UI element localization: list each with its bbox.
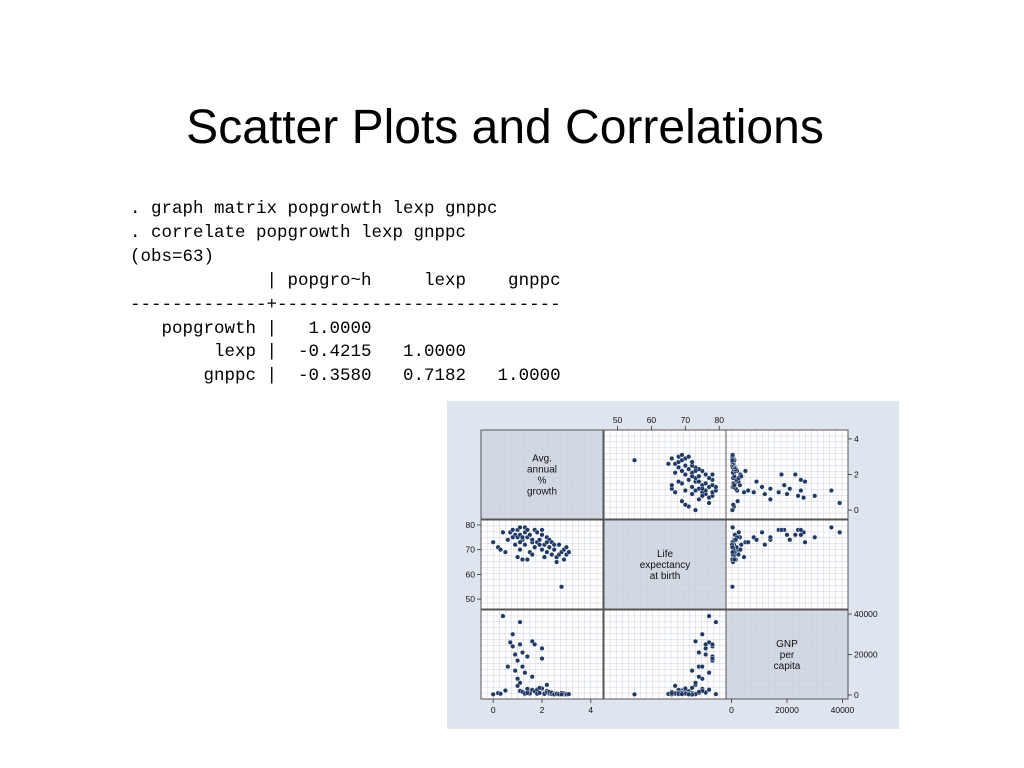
axis-tick-label: 0 [490, 705, 496, 715]
data-point [523, 670, 528, 675]
scatter-matrix-chart [447, 401, 899, 729]
data-point [768, 497, 773, 502]
data-point [525, 528, 530, 533]
data-point [707, 687, 712, 692]
data-point [520, 650, 525, 655]
data-point [680, 499, 685, 504]
data-point [763, 492, 768, 497]
diagonal-label: growth [526, 486, 558, 498]
axis-tick-label: 20000 [854, 649, 878, 660]
data-point [669, 456, 674, 461]
data-point [803, 479, 808, 484]
data-point [510, 632, 515, 637]
stata-line: . correlate popgrowth lexp gnppc [130, 222, 467, 243]
data-point [812, 535, 817, 540]
stata-output [130, 198, 561, 389]
axis-tick-label: 0 [854, 689, 859, 700]
data-point [510, 644, 515, 649]
data-point [680, 453, 685, 458]
data-point [669, 483, 674, 488]
data-point [686, 478, 691, 483]
data-point [697, 479, 702, 484]
data-point [676, 465, 681, 470]
data-point [837, 501, 842, 506]
data-point [515, 658, 520, 663]
scatter-matrix-panel [447, 401, 899, 729]
data-point [703, 652, 708, 657]
axis-tick-label: 50 [612, 415, 623, 425]
data-point [683, 463, 688, 468]
data-point [537, 542, 542, 547]
data-point [530, 674, 535, 679]
data-point [673, 470, 678, 475]
diagonal-label: capita [773, 661, 801, 672]
data-point [785, 533, 790, 538]
data-point [673, 684, 678, 689]
data-point [537, 686, 542, 691]
data-point [714, 692, 719, 697]
data-point [799, 488, 804, 493]
data-point [525, 691, 530, 696]
data-point [742, 555, 747, 560]
diagonal-label: % [537, 475, 547, 487]
stata-line: -------------+--------------------------- [130, 294, 561, 315]
data-point [730, 453, 735, 458]
diagonal-label: Avg. [532, 453, 552, 465]
stata-line: lexp | -0.4215 1.0000 [130, 342, 467, 363]
data-point [676, 479, 681, 484]
data-point [520, 535, 525, 540]
data-point [693, 681, 698, 686]
data-point [710, 656, 715, 661]
data-point [683, 502, 688, 507]
data-point [520, 664, 525, 669]
data-point [787, 486, 792, 491]
diagonal-label: expectancy [639, 560, 691, 571]
data-point [710, 483, 715, 488]
data-point [686, 467, 691, 472]
data-point [506, 537, 511, 542]
stata-line: . graph matrix popgrowth lexp gnppc [130, 199, 498, 219]
data-point [513, 652, 518, 657]
stata-line: (obs=63) [130, 246, 215, 267]
data-point [690, 485, 695, 490]
data-point [693, 508, 698, 513]
data-point [498, 547, 503, 552]
data-point [515, 676, 520, 681]
data-point [693, 639, 698, 644]
axis-tick-label: 60 [465, 569, 475, 580]
data-point [730, 525, 735, 530]
data-point [760, 485, 765, 490]
data-point [803, 540, 808, 545]
data-point [785, 492, 790, 497]
data-point [735, 499, 740, 504]
data-point [632, 692, 637, 697]
data-point [703, 472, 708, 477]
data-point [510, 535, 515, 540]
data-point [746, 488, 751, 493]
data-point [515, 555, 520, 560]
data-point [690, 668, 695, 673]
slide-title: Scatter Plots and Correlations [186, 101, 824, 154]
data-point [739, 542, 744, 547]
data-point [793, 472, 798, 477]
data-point [498, 691, 503, 696]
data-point [545, 540, 550, 545]
axis-tick-label: 40000 [830, 705, 855, 715]
data-point [693, 488, 698, 493]
data-point [557, 542, 562, 547]
data-point [540, 646, 545, 651]
data-point [540, 528, 545, 533]
diagonal-label: per [779, 650, 795, 661]
data-point [501, 614, 506, 619]
data-point [760, 530, 765, 535]
data-point [673, 490, 678, 495]
data-point [700, 486, 705, 491]
data-point [697, 674, 702, 679]
data-point [710, 472, 715, 477]
data-point [799, 478, 804, 483]
data-point [754, 537, 759, 542]
axis-tick-label: 80 [465, 519, 475, 530]
data-point [520, 557, 525, 562]
data-point [537, 537, 542, 542]
data-point [829, 525, 834, 530]
data-point [518, 681, 523, 686]
data-point [768, 535, 773, 540]
data-point [707, 614, 712, 619]
data-point [787, 537, 792, 542]
data-point [703, 481, 708, 486]
data-point [680, 469, 685, 474]
diagonal-label: GNP [776, 639, 798, 650]
data-point [542, 555, 547, 560]
axis-tick-label: 2 [854, 469, 859, 480]
data-point [503, 550, 508, 555]
data-point [690, 474, 695, 479]
data-point [680, 692, 685, 697]
data-point [518, 642, 523, 647]
data-point [562, 557, 567, 562]
data-point [518, 540, 523, 545]
data-point [506, 664, 511, 669]
data-point [683, 686, 688, 691]
data-point [518, 525, 523, 530]
stata-line: gnppc | -0.3580 0.7182 1.0000 [130, 366, 561, 387]
data-point [549, 552, 554, 557]
data-point [525, 654, 530, 659]
data-point [730, 584, 735, 589]
data-point [491, 692, 496, 697]
data-point [799, 528, 804, 533]
data-point [837, 530, 842, 535]
data-point [742, 490, 747, 495]
data-point [793, 533, 798, 538]
diagonal-label: Life [656, 549, 674, 560]
data-point [503, 688, 508, 693]
data-point [666, 462, 671, 467]
data-point [801, 495, 806, 500]
data-point [700, 664, 705, 669]
data-point [559, 584, 564, 589]
data-point [540, 656, 545, 661]
data-point [564, 545, 569, 550]
data-point [518, 620, 523, 625]
data-point [779, 528, 784, 533]
data-point [732, 483, 737, 488]
stata-line: | popgro~h lexp gnppc [130, 270, 561, 291]
data-point [697, 497, 702, 502]
data-point [559, 692, 564, 697]
data-point [746, 540, 751, 545]
data-point [554, 560, 559, 565]
data-point [513, 668, 518, 673]
data-point [530, 537, 535, 542]
data-point [683, 472, 688, 477]
data-point [776, 490, 781, 495]
data-point [525, 557, 530, 562]
data-point [730, 550, 735, 555]
data-point [730, 545, 735, 550]
data-point [501, 530, 506, 535]
axis-tick-label: 60 [646, 415, 657, 425]
data-point [700, 494, 705, 499]
data-point [669, 691, 674, 696]
data-point [567, 692, 572, 697]
data-point [540, 533, 545, 538]
data-point [513, 542, 518, 547]
data-point [714, 620, 719, 625]
data-point [829, 488, 834, 493]
data-point [763, 542, 768, 547]
data-point [812, 494, 817, 499]
axis-tick-label: 0 [854, 505, 859, 516]
axis-tick-label: 4 [588, 705, 594, 715]
data-point [796, 494, 801, 499]
data-point [690, 492, 695, 497]
data-point [532, 545, 537, 550]
data-point [710, 642, 715, 647]
data-point [730, 458, 735, 463]
axis-tick-label: 40000 [854, 609, 878, 620]
data-point [552, 542, 557, 547]
data-point [768, 486, 773, 491]
axis-tick-label: 20000 [775, 705, 799, 715]
diagonal-label: annual [526, 464, 558, 476]
diagonal-label: at birth [649, 571, 681, 582]
data-point [751, 490, 756, 495]
axis-tick-label: 0 [729, 705, 734, 715]
data-point [523, 542, 528, 547]
data-point [510, 528, 515, 533]
data-point [632, 458, 637, 463]
axis-tick-label: 70 [465, 544, 475, 555]
data-point [732, 557, 737, 562]
stata-line: popgrowth | 1.0000 [130, 318, 372, 339]
data-point [545, 550, 550, 555]
data-point [799, 533, 804, 538]
data-point [567, 550, 572, 555]
data-point [686, 454, 691, 459]
axis-tick-label: 80 [714, 415, 724, 425]
data-point [690, 460, 695, 465]
data-point [700, 632, 705, 637]
axis-tick-label: 50 [465, 594, 475, 605]
axis-tick-label: 70 [680, 415, 691, 425]
data-point [782, 483, 787, 488]
data-point [528, 533, 533, 538]
data-point [707, 501, 712, 506]
data-point [779, 472, 784, 477]
axis-tick-label: 2 [539, 705, 545, 715]
data-point [738, 547, 743, 552]
axis-tick-label: 4 [854, 433, 859, 444]
data-point [532, 642, 537, 647]
data-point [535, 530, 540, 535]
data-point [703, 646, 708, 651]
data-point [547, 545, 552, 550]
data-point [686, 692, 691, 697]
data-point [540, 547, 545, 552]
data-point [545, 683, 550, 688]
data-point [731, 502, 736, 507]
data-point [743, 469, 748, 474]
data-point [697, 474, 702, 479]
data-point [552, 547, 557, 552]
data-point [697, 650, 702, 655]
data-point [739, 474, 744, 479]
data-point [754, 479, 759, 484]
data-point [530, 552, 535, 557]
data-point [736, 530, 741, 535]
data-point [683, 488, 688, 493]
data-point [707, 670, 712, 675]
data-point [491, 540, 496, 545]
data-point [537, 691, 542, 696]
data-point [707, 476, 712, 481]
data-point [508, 640, 513, 645]
data-point [518, 547, 523, 552]
data-point [693, 469, 698, 474]
